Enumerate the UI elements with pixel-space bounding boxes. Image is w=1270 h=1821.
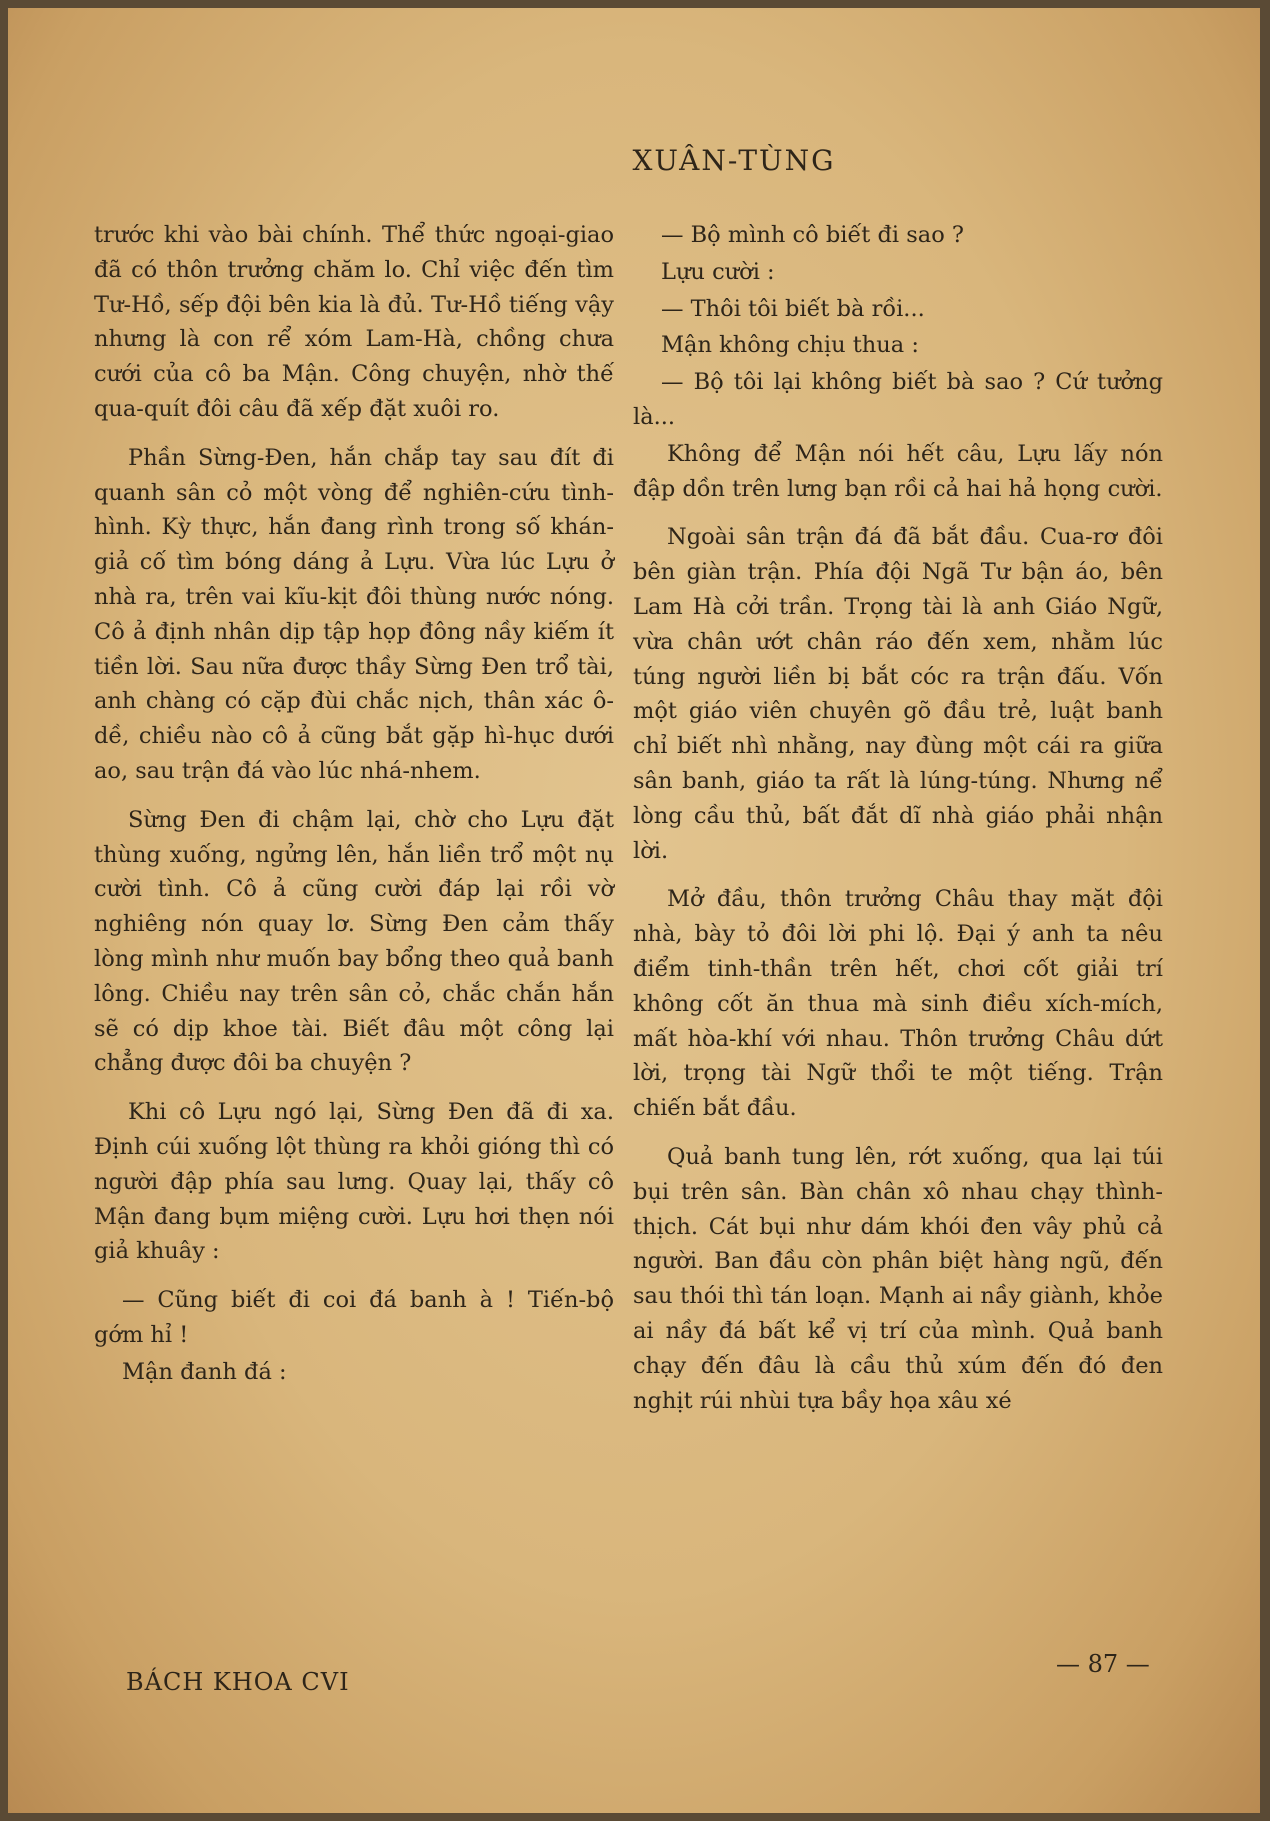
paragraph: Lựu cười : — [661, 258, 775, 285]
magazine-name: BÁCH KHOA CVI — [126, 1668, 350, 1696]
paragraph: Phần Sừng-Đen, hắn chắp tay sau đít đi quanh sân cỏ một vòng để nghiên-cứu tình-hình. Kỳ thực, hắn đang rình trong số khán-giả cố tìm bóng dáng ả Lựu. Vừa lúc Lựu ở nhà ra, trên vai kĩu-kịt đôi thùng nước nóng. Cô ả định nhân dịp tập họp đông nầy kiếm ít tiền lời. Sau nữa được thầy Sừng Đen trổ tài, anh chàng có cặp đùi chắc nịch, thân xác ô-dề, chiều nào cô ả cũng bắt gặp hì-hục dưới ao, sau trận đá vào lúc nhá-nhem. — [94, 444, 614, 784]
paragraph: Không để Mận nói hết câu, Lựu lấy nón đập dồn trên lưng bạn rồi cả hai hả họng cười. — [633, 440, 1163, 502]
page-number: — 87 — — [1056, 1650, 1150, 1678]
paragraph: — Thôi tôi biết bà rồi... — [661, 295, 925, 322]
paragraph: — Cũng biết đi coi đá banh à ! Tiến-bộ gớm hỉ ! — [94, 1287, 614, 1348]
paragraph: Quả banh tung lên, rớt xuống, qua lại túi bụi trên sân. Bàn chân xô nhau chạy thình-thịch. Cát bụi như dám khói đen vây phủ cả người. Ban đầu còn phân biệt hàng ngũ, đến sau thói thì tán loạn. Mạnh ai nầy giành, khỏe ai nầy đá bất kể vị trí của mình. Quả banh chạy đến đâu là cầu thủ xúm đến đó đen nghịt rúi nhùi tựa bầy họa xâu xé — [633, 1143, 1163, 1414]
paragraph: — Bộ mình cô biết đi sao ? — [661, 222, 964, 248]
document-page — [8, 8, 1260, 1813]
paragraph: Mở đầu, thôn trưởng Châu thay mặt đội nhà, bày tỏ đôi lời phi lộ. Đại ý anh ta nêu điểm tinh-thần trên hết, chơi cốt giải trí không cốt ăn thua mà sinh điều xích-mích, mất hòa-khí với nhau. Thôn trưởng Châu dứt lời, trọng tài Ngữ thổi te một tiếng. Trận chiến bắt đầu. — [633, 886, 1163, 1122]
paragraph: trước khi vào bài chính. Thể thức ngoại-giao đã có thôn trưởng chăm lo. Chỉ việc đến tìm Tư-Hồ, sếp đội bên kia là đủ. Tư-Hồ tiếng vậy nhưng là con rể xóm Lam-Hà, chồng chưa cưới của cô ba Mận. Công chuyện, nhờ thế qua-quít đôi câu đã xếp đặt xuôi ro. — [94, 222, 614, 422]
paragraph: Ngoài sân trận đá đã bắt đầu. Cua-rơ đôi bên giàn trận. Phía đội Ngã Tư bận áo, bên Lam Hà cởi trần. Trọng tài là anh Giáo Ngữ, vừa chân ướt chân ráo đến xem, nhằm lúc túng người liền bị bắt cóc ra trận đấu. Vốn một giáo viên chuyên gõ đầu trẻ, luật banh chỉ biết nhì nhằng, nay đùng một cái ra giữa sân banh, giáo ta rất là lúng-túng. Nhưng nể lòng cầu thủ, bất đắt dĩ nhà giáo phải nhận lời. — [633, 524, 1163, 864]
paragraph: Mận đanh đá : — [122, 1358, 287, 1385]
paragraph: Sừng Đen đi chậm lại, chờ cho Lựu đặt thùng xuống, ngửng lên, hắn liền trổ một nụ cười tình. Cô ả cũng cười đáp lại rồi vờ nghiêng nón quay lơ. Sừng Đen cảm thấy lòng mình như muốn bay bổng theo quả banh lông. Chiều nay trên sân cỏ, chắc chắn hắn sẽ có dịp khoe tài. Biết đâu một công lại chẳng được đôi ba chuyện ? — [94, 806, 614, 1077]
author-header: XUÂN-TÙNG — [632, 144, 836, 177]
right-column — [633, 218, 1163, 1432]
left-column — [94, 218, 614, 1392]
paragraph: — Bộ tôi lại không biết bà sao ? Cứ tưởng là... — [633, 369, 1163, 430]
paragraph: Khi cô Lựu ngó lại, Sừng Đen đã đi xa. Định cúi xuống lột thùng ra khỏi gióng thì có người đập phía sau lưng. Quay lại, thấy cô Mận đang bụm miệng cười. Lựu hơi thẹn nói giả khuây : — [94, 1099, 614, 1265]
paragraph: Mận không chịu thua : — [661, 332, 919, 359]
